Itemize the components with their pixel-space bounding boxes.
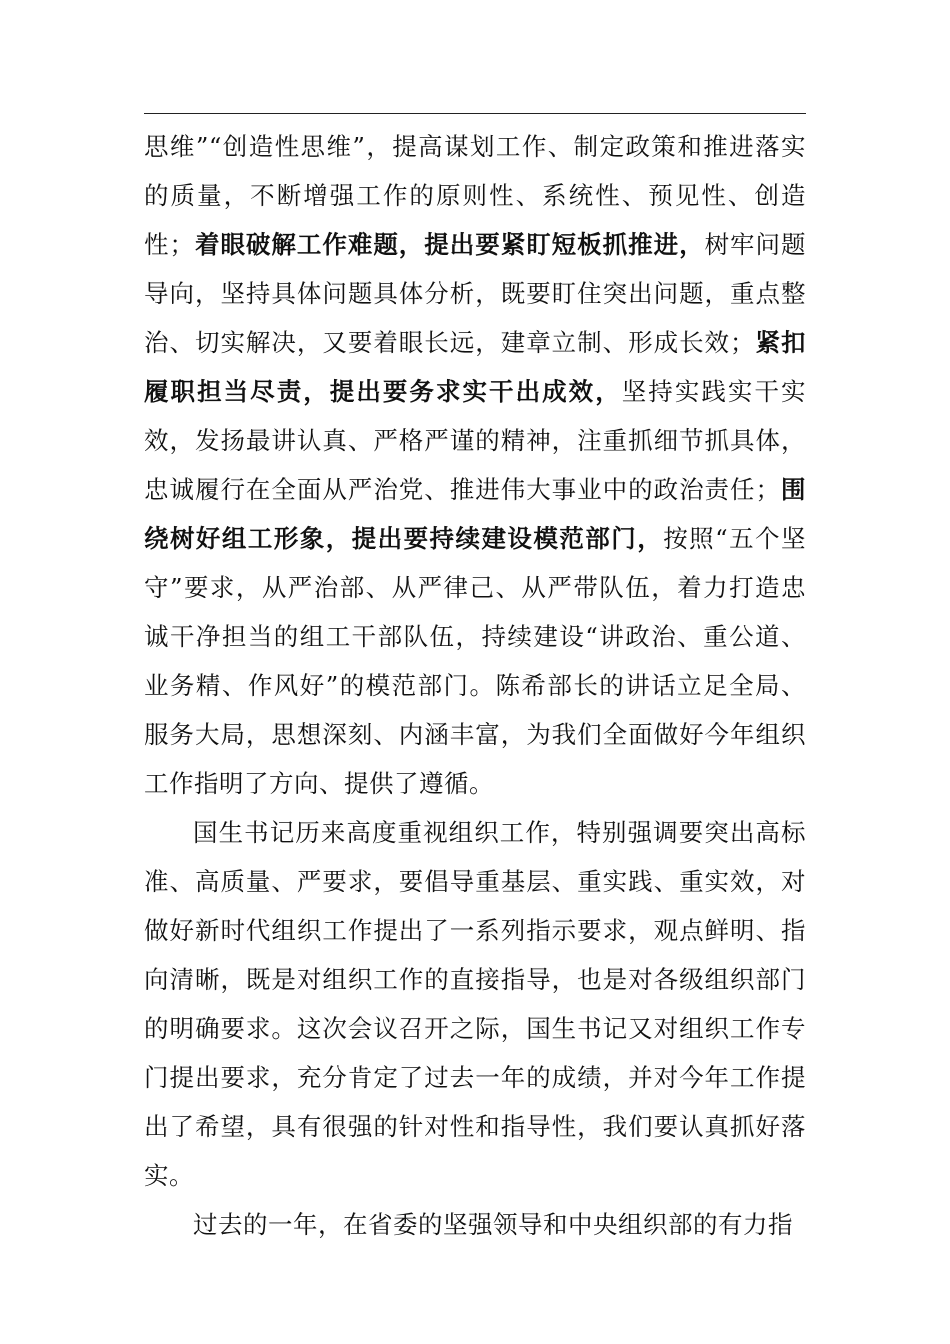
text-segment: 按照“五个坚守”要求，从严治部、从严律己、从严带队伍，着力打造忠诚干净担当的组工干部队伍，持续建设“讲政治、重公道、业务精、作风好”的模范部门。陈希部长的讲话立足全局、服务大局，思想深刻、内涵丰富，为我们全面做好今年组织工作指明了方向、提供了遵循。 bbox=[144, 524, 807, 798]
paragraph-3 bbox=[144, 1200, 806, 1249]
bold-text-segment: 紧扣履职担当尽责，提出要务求实干出成效， bbox=[144, 328, 807, 406]
paragraph-2 bbox=[144, 808, 806, 1200]
text-segment: 树牢问题导向，坚持具体问题具体分析，既要盯住突出问题，重点整治、切实解决，又要着眼长远，建章立制、形成长效； bbox=[144, 230, 807, 357]
text-segment: 国生书记历来高度重视组织工作，特别强调要突出高标准、高质量、严要求，要倡导重基层、重实践、重实效，对做好新时代组织工作提出了一系列指示要求，观点鲜明、指向清晰，既是对组织工作的直接指导，也是对各级组织部门的明确要求。这次会议召开之际，国生书记又对组织工作专门提出要求，充分肯定了过去一年的成绩，并对今年工作提出了希望，具有很强的针对性和指导性，我们要认真抓好落实。 bbox=[144, 818, 806, 1190]
header-rule bbox=[144, 113, 806, 114]
bold-text-segment: 围绕树好组工形象，提出要持续建设模范部门， bbox=[144, 475, 807, 553]
text-segment: 坚持实践实干实效，发扬最讲认真、严格严谨的精神，注重抓细节抓具体，忠诚履行在全面从严治党、推进伟大事业中的政治责任； bbox=[144, 377, 806, 504]
text-segment: 思维”“创造性思维”，提高谋划工作、制定政策和推进落实的质量，不断增强工作的原则性、系统性、预见性、创造性； bbox=[144, 132, 806, 259]
document-body bbox=[144, 122, 806, 1249]
text-segment: 过去的一年，在省委的坚强领导和中央组织部的有力指 bbox=[193, 1210, 793, 1239]
bold-text-segment: 着眼破解工作难题，提出要紧盯短板抓推进， bbox=[194, 230, 705, 259]
paragraph-1 bbox=[144, 122, 806, 808]
